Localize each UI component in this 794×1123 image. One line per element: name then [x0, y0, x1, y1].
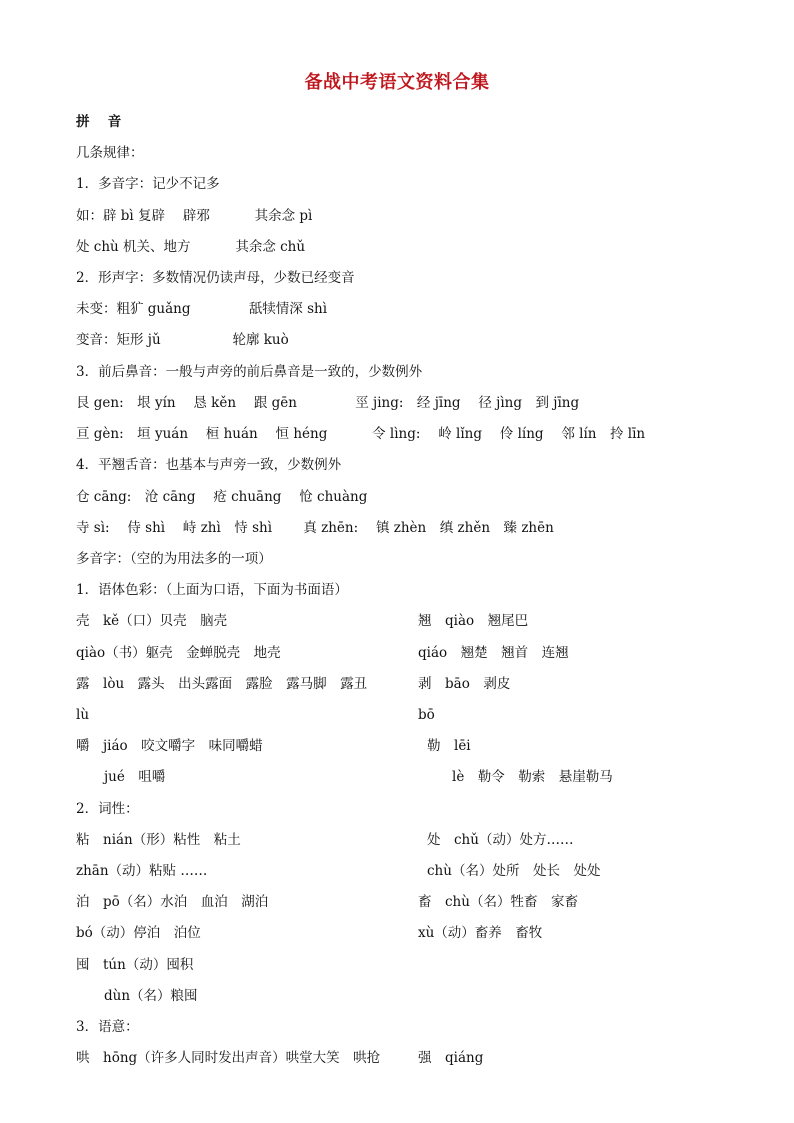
text-line-poly-1-lou: 露 lòu 露头 出头露面 露脸 露马脚 露丑 [76, 676, 368, 692]
text-line-poly-1: 1．语体色彩：（上面为口语，下面为书面语） [76, 582, 348, 598]
text-line-rule-4-ex-2: 寺 sì: 侍 shì 峙 zhì 恃 shì 真 zhēn: 镇 zhèn 缜 zhěn 臻 zhēn [76, 520, 554, 536]
text-line-rule-2: 2．形声字：多数情况仍读声母，少数已经变音 [76, 270, 355, 286]
text-line-rule-3-ex-1: 艮 gen: 垠 yín 恳 kěn 跟 gēn 巠 jing: 经 jīng 径 jìng 到 jīng [76, 395, 580, 411]
text-line-poly-1-qiao3: qiáo 翘楚 翘首 连翘 [418, 645, 569, 661]
text-line-rules-heading: 几条规律： [76, 145, 144, 161]
text-line-poly-1-bo: bō [418, 707, 435, 723]
text-line-poly-2-xu: xù（动）畜养 畜牧 [418, 925, 543, 941]
text-line-rule-3: 3．前后鼻音：一般与声旁的前后鼻音是一致的，少数例外 [76, 364, 423, 380]
text-line-rule-1-ex-1: 如：辟 bì 复辟 辟邪 其余念 pì [76, 208, 313, 224]
text-line-rule-2-ex-2: 变音：矩形 jǔ 轮廓 kuò [76, 332, 289, 348]
text-line-poly-1-bao: 剥 bāo 剥皮 [418, 676, 511, 692]
text-line-poly-2-zhan: zhān（动）粘贴 …… [76, 863, 208, 879]
text-line-poly-2-bo: bó（动）停泊 泊位 [76, 925, 201, 941]
text-line-poly-1-jue: jué 咀嚼 [104, 769, 166, 785]
document-title: 备战中考语文资料合集 [304, 72, 490, 93]
text-line-poly-2-chu3: 畜 chù（名）牲畜 家畜 [418, 894, 578, 910]
text-line-poly-1-qiao2: 翘 qiào 翘尾巴 [418, 613, 529, 629]
text-line-rule-4-ex-1: 仓 cāng: 沧 cāng 疮 chuāng 怆 chuàng [76, 489, 368, 505]
text-line-poly-2-nian: 粘 nián（形）粘性 粘土 [76, 832, 241, 848]
text-line-poly-3-qiang: 强 qiáng [418, 1050, 484, 1066]
text-line-rule-1: 1．多音字：记少不记多 [76, 176, 220, 192]
text-line-rule-1-ex-2: 处 chù 机关、地方 其余念 chǔ [76, 239, 306, 255]
text-line-polyphone-heading: 多音字：（空的为用法多的一项） [76, 551, 272, 567]
text-line-poly-2-po: 泊 pō（名）水泊 血泊 湖泊 [76, 894, 269, 910]
text-line-poly-1-jiao: 嚼 jiáo 咬文嚼字 味同嚼蜡 [76, 738, 263, 754]
text-line-rule-2-ex-1: 未变：粗犷 guǎng 舐犊情深 shì [76, 301, 328, 317]
text-line-poly-1-lu: lù [76, 707, 90, 723]
text-line-poly-2-chu: 处 chǔ（动）处方…… [427, 832, 574, 848]
text-line-rule-3-ex-2: 亘 gèn: 垣 yuán 桓 huán 恒 héng 令 lìng: 岭 lǐng 伶 líng 邻 lín 拎 līn [76, 426, 646, 442]
text-line-poly-1-le: lè 勒令 勒索 悬崖勒马 [452, 769, 613, 785]
text-line-poly-2-tun: 囤 tún（动）囤积 [76, 957, 194, 973]
text-line-poly-2: 2．词性： [76, 801, 139, 817]
text-line-poly-3: 3．语意： [76, 1019, 139, 1035]
text-line-pinyin-heading: 拼 音 [76, 114, 122, 130]
text-line-rule-4: 4．平翘舌音：也基本与声旁一致，少数例外 [76, 457, 342, 473]
text-line-poly-2-dun: dùn（名）粮囤 [104, 988, 198, 1004]
text-line-poly-1-ke: 壳 kě（口）贝壳 脑壳 [76, 613, 228, 629]
text-line-poly-1-qiao: qiào（书）躯壳 金蝉脱壳 地壳 [76, 645, 281, 661]
text-line-poly-3-hong: 哄 hōng（许多人同时发出声音）哄堂大笑 哄抢 [76, 1050, 381, 1066]
text-line-poly-2-chu2: chù（名）处所 处长 处处 [427, 863, 601, 879]
text-line-poly-1-lei: 勒 lēi [427, 738, 471, 754]
